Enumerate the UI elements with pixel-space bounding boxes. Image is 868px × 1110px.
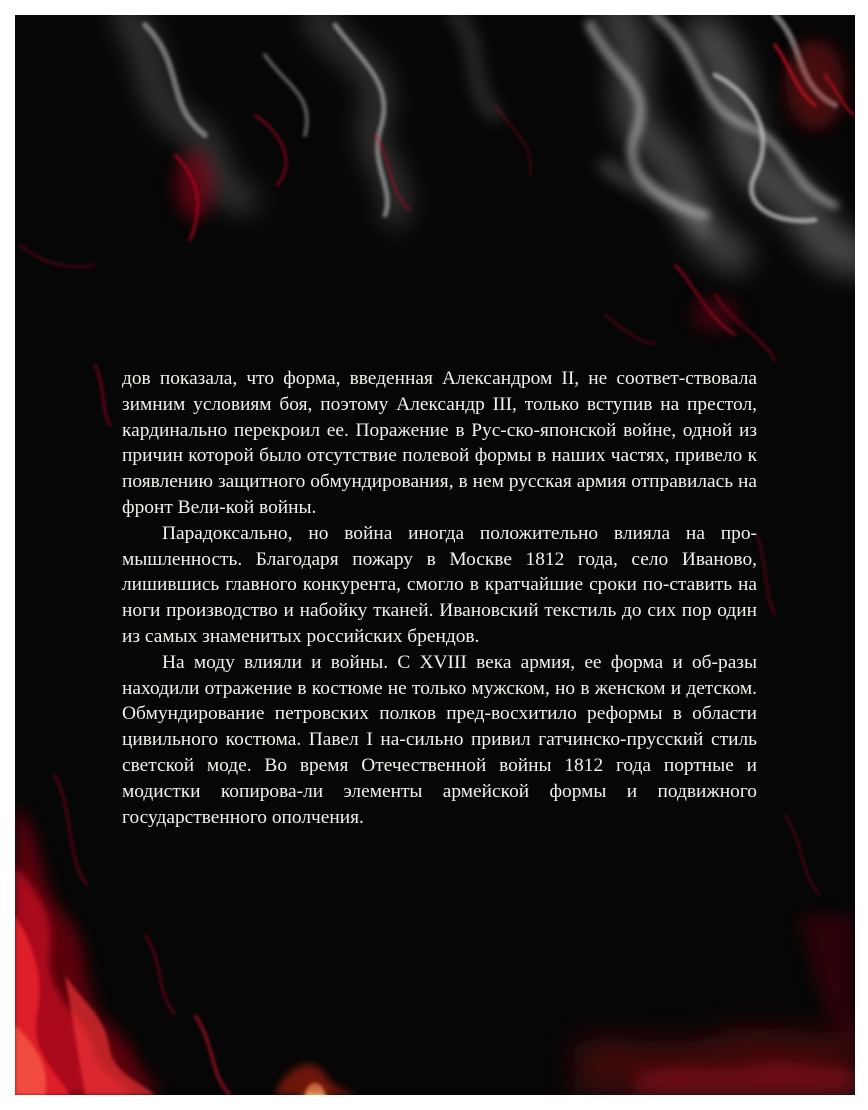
book-page (15, 15, 855, 1095)
article-text (122, 366, 757, 830)
paragraph-3: На моду влияли и войны. С XVIII века армия, ее форма и об-разы находили отражение в костюме не только мужском, но в женском и детском. Обмундирование петровских полков пред-восхитило реформы в области цивильного костюма. Павел I на-сильно привил гатчинско-прусский стиль светской моде. Во время Отечественной войны 1812 года портные и модистки копирова-ли элементы армейской формы и подвижного государственного ополчения. (122, 651, 757, 828)
flames-bottom-left (15, 805, 230, 1095)
paragraph-2: Парадоксально, но война иногда положительно влияла на про-мышленность. Благодаря пожару в Москве 1812 года, село Иваново, лишившись главного конкурента, смогло в кратчайшие сроки по-ставить на ноги производство и набойку тканей. Ивановский текстиль до сих пор один из самых знаменитых российских брендов. (122, 522, 757, 647)
paragraph-1: дов показала, что форма, введенная Александром II, не соответ-ствовала зимним условиям боя, поэтому Александр III, только вступив на престол, кардинально перекроил ее. Поражение в Рус-ско-японской войне, одной из причин которой было отсутствие полевой формы в наших частях, привело к появлению защитного обмундирования, в нем русская армия отправилась на фронт Вели-кой войны. (122, 368, 757, 518)
flames-bottom-right (275, 915, 855, 1095)
